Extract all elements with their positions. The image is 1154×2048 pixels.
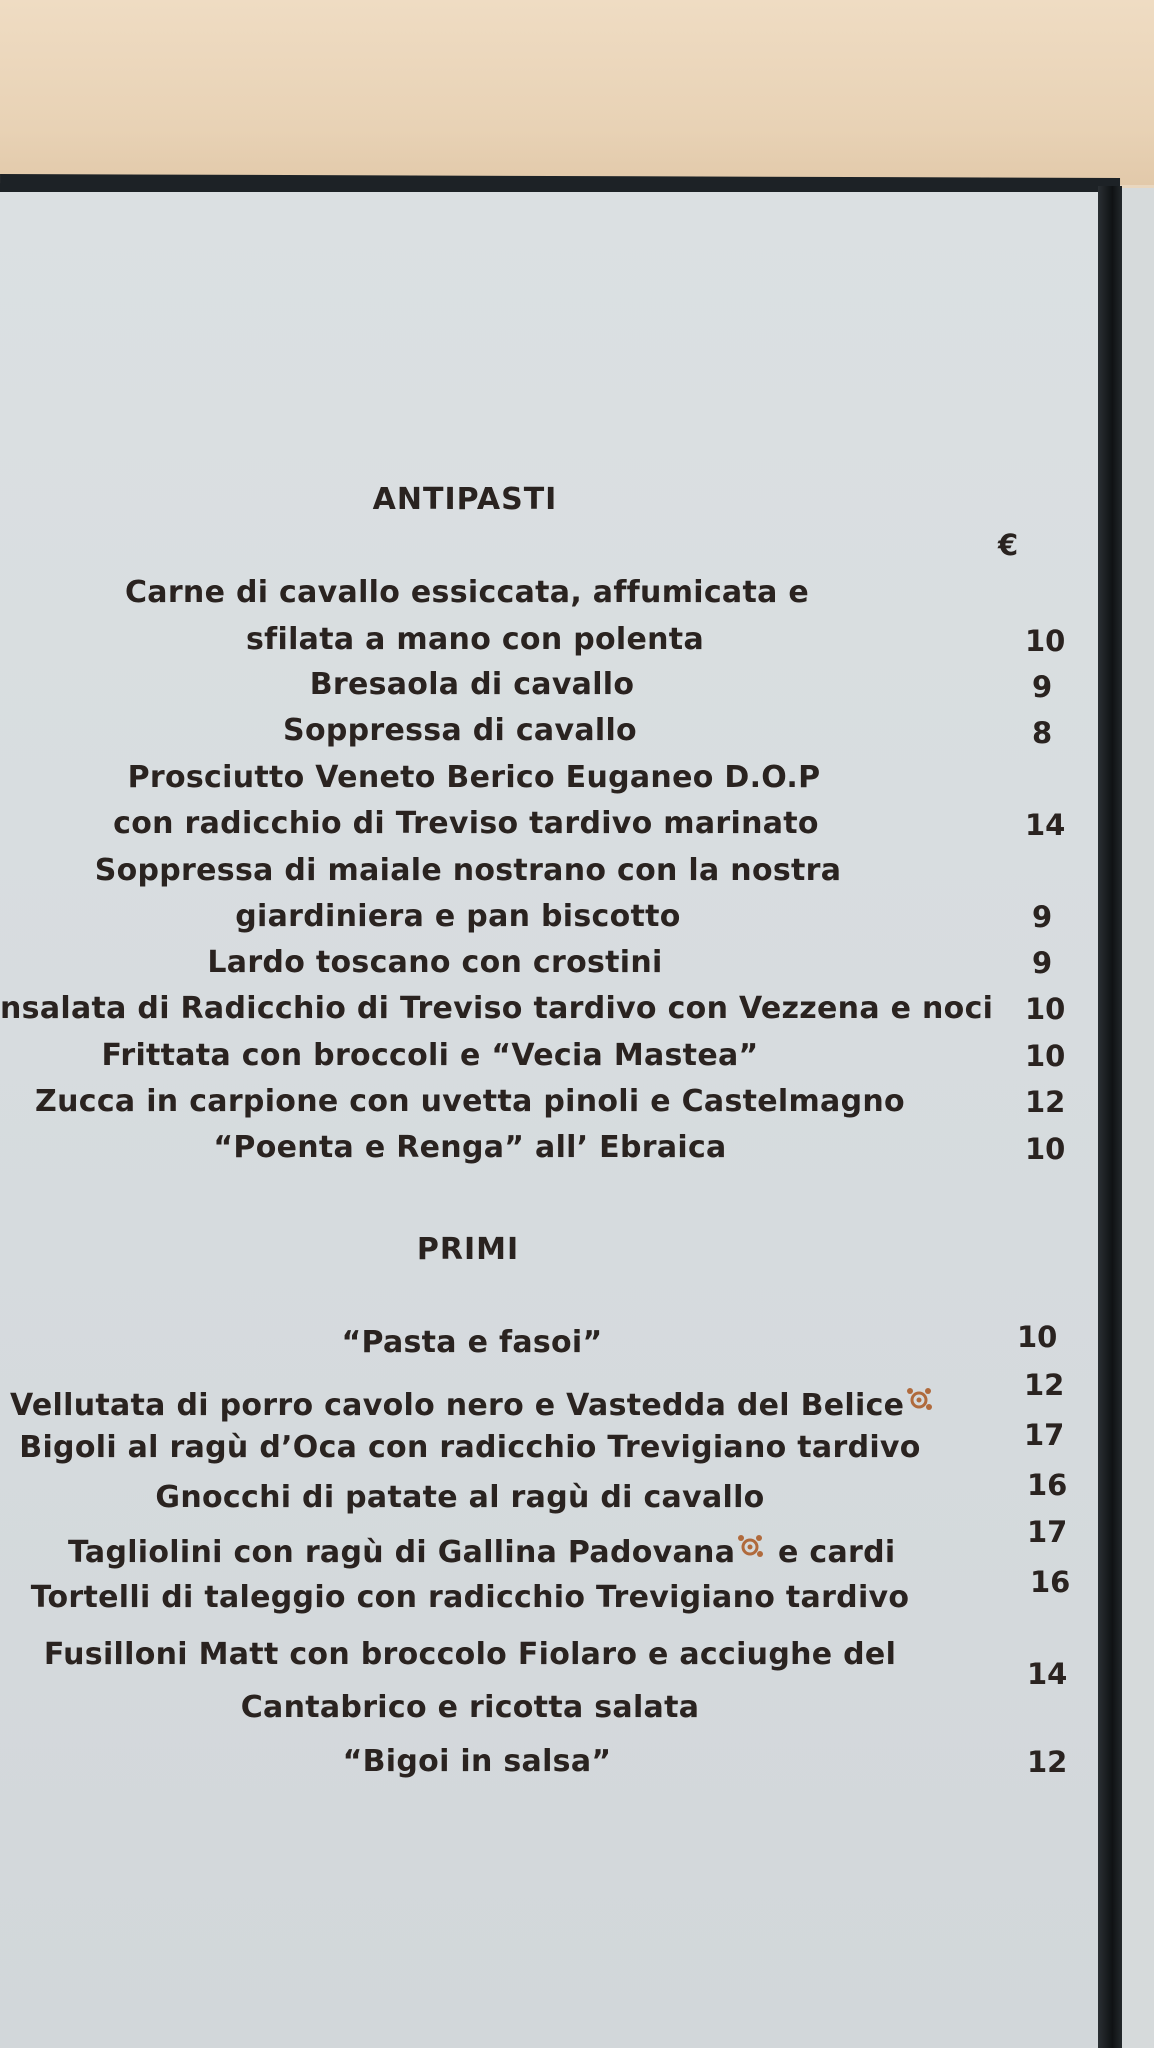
section-heading-primi: PRIMI xyxy=(416,1232,520,1267)
menu-item-line: nsalata di Radicchio di Treviso tardivo con Vezzena e noci xyxy=(0,991,994,1026)
menu-item-line: Carne di cavallo essiccata, affumicata e xyxy=(124,575,810,610)
menu-item-line: Bigoli al ragù d’Oca con radicchio Trevigiano tardivo xyxy=(19,1430,921,1465)
menu-item-line: Zucca in carpione con uvetta pinoli e Castelmagno xyxy=(35,1084,905,1119)
menu-item-text: Tagliolini con ragù di Gallina Padovana xyxy=(68,1535,736,1570)
slow-food-snail-icon xyxy=(733,1530,767,1564)
menu-item-line: Tortelli di taleggio con radicchio Trevigiano tardivo xyxy=(30,1580,910,1615)
menu-item-line: Lardo toscano con crostini xyxy=(207,945,663,980)
menu-item-line: “Pasta e fasoi” xyxy=(341,1325,603,1360)
menu-item-line: Bresaola di cavallo xyxy=(309,667,635,702)
menu-item-price: 14 xyxy=(1025,808,1066,842)
menu-item-text: Vellutata di porro cavolo nero e Vastedda del Belice xyxy=(10,1388,905,1423)
menu-item-price: 9 xyxy=(1032,900,1053,934)
section-heading-antipasti: ANTIPASTI xyxy=(372,482,558,517)
menu-item-line: sfilata a mano con polenta xyxy=(245,622,705,657)
menu-item-line: con radicchio di Treviso tardivo marinato xyxy=(113,806,819,841)
menu-item-price: 10 xyxy=(1025,992,1066,1026)
slow-food-snail-icon xyxy=(902,1383,936,1417)
menu-item-line: Gnocchi di patate al ragù di cavallo xyxy=(155,1480,765,1515)
menu-item-price: 16 xyxy=(1030,1565,1071,1599)
menu-item-line: “Bigoi in salsa” xyxy=(342,1744,612,1779)
menu-item-line xyxy=(10,1383,936,1423)
menu-item-line xyxy=(68,1530,895,1570)
menu-item-price: 10 xyxy=(1025,1039,1066,1073)
menu-item-price: 10 xyxy=(1017,1320,1058,1354)
menu-item-price: 12 xyxy=(1024,1368,1065,1402)
currency-symbol: € xyxy=(998,528,1019,562)
menu-item-line: Soppressa di maiale nostrano con la nostra xyxy=(94,853,842,888)
menu-item-price: 8 xyxy=(1032,716,1053,750)
menu-item-price: 14 xyxy=(1027,1657,1068,1691)
menu-item-price: 9 xyxy=(1032,946,1053,980)
facing-page-edge xyxy=(1122,188,1154,2048)
menu-item-price: 17 xyxy=(1027,1515,1068,1549)
menu-item-line: Prosciutto Veneto Berico Euganeo D.O.P xyxy=(127,760,821,795)
menu-item-line: Cantabrico e ricotta salata xyxy=(240,1690,700,1725)
menu-item-line: Soppressa di cavallo xyxy=(283,713,637,748)
menu-item-line: “Poenta e Renga” all’ Ebraica xyxy=(213,1130,727,1165)
menu-item-price: 10 xyxy=(1025,1132,1066,1166)
table-surface xyxy=(0,0,1154,185)
menu-item-price: 16 xyxy=(1027,1468,1068,1502)
menu-item-text: e cardi xyxy=(777,1535,896,1570)
menu-binder-spine xyxy=(1098,186,1122,2048)
menu-item-line: Fusilloni Matt con broccolo Fiolaro e acciughe del xyxy=(43,1637,897,1672)
menu-item-price: 12 xyxy=(1027,1745,1068,1779)
menu-item-line: giardiniera e pan biscotto xyxy=(235,899,681,934)
menu-item-price: 17 xyxy=(1024,1418,1065,1452)
menu-item-price: 9 xyxy=(1032,670,1053,704)
menu-item-line: Frittata con broccoli e “Vecia Mastea” xyxy=(101,1038,759,1073)
menu-item-price: 12 xyxy=(1025,1085,1066,1119)
menu-item-price: 10 xyxy=(1025,624,1066,658)
